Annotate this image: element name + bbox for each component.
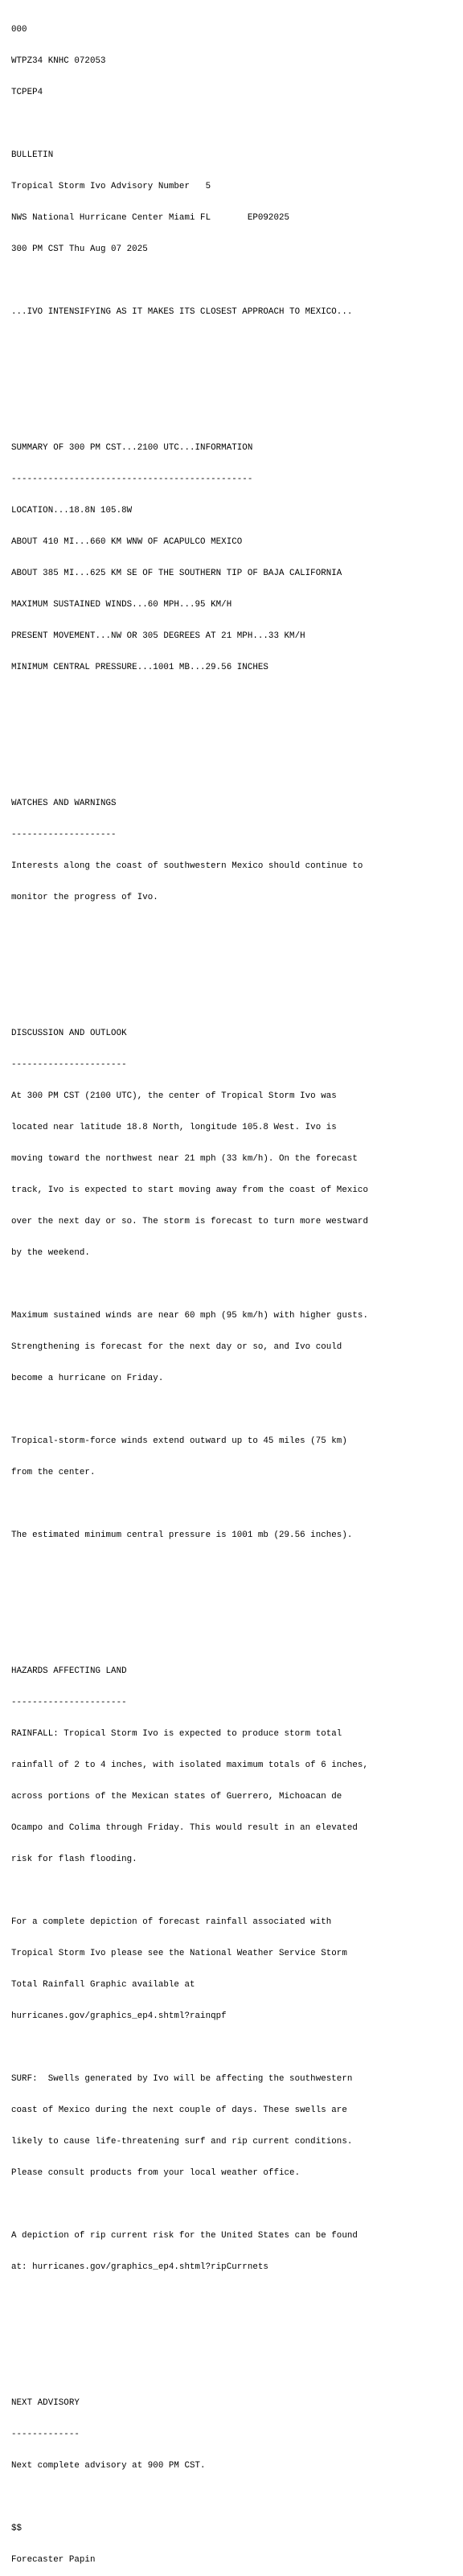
discussion-rule: ---------------------- <box>11 1060 127 1070</box>
discussion-line: moving toward the northwest near 21 mph (33 km/h). On the forecast <box>11 1154 358 1164</box>
wmo-header: WTPZ34 KNHC 072053 <box>11 56 106 66</box>
discussion-line: by the weekend. <box>11 1248 90 1258</box>
summary-line: PRESENT MOVEMENT...NW OR 305 DEGREES AT 21 MPH...33 KM/H <box>11 631 305 641</box>
summary-line: MAXIMUM SUSTAINED WINDS...60 MPH...95 KM/H <box>11 600 232 610</box>
hazards-line: Ocampo and Colima through Friday. This would result in an elevated <box>11 1823 358 1833</box>
advisory-title: Tropical Storm Ivo Advisory Number 5 <box>11 182 211 191</box>
hazards-line: A depiction of rip current risk for the United States can be found <box>11 2231 358 2241</box>
hazards-line: For a complete depiction of forecast rainfall associated with <box>11 1917 332 1927</box>
hazards-line: SURF: Swells generated by Ivo will be affecting the southwestern <box>11 2074 353 2084</box>
discussion-line: over the next day or so. The storm is forecast to turn more westward <box>11 1217 368 1226</box>
rainfall-graphic-link: hurricanes.gov/graphics_ep4.shtml?rainqpf <box>11 2011 227 2021</box>
summary-line: ABOUT 410 MI...660 KM WNW OF ACAPULCO MEXICO <box>11 537 243 547</box>
summary-line: ABOUT 385 MI...625 KM SE OF THE SOUTHERN TIP OF BAJA CALIFORNIA <box>11 569 342 578</box>
hazards-line: coast of Mexico during the next couple of days. These swells are <box>11 2106 347 2115</box>
summary-rule: ---------------------------------------------- <box>11 475 253 484</box>
hazards-line: RAINFALL: Tropical Storm Ivo is expected to produce storm total <box>11 1729 342 1739</box>
advisory-document <box>11 4 368 2576</box>
rip-current-link: at: hurricanes.gov/graphics_ep4.shtml?ripCurrnets <box>11 2262 268 2272</box>
header-code: 000 <box>11 25 27 35</box>
hazards-line: Tropical Storm Ivo please see the National Weather Service Storm <box>11 1949 347 1958</box>
forecaster-name: Forecaster Papin <box>11 2555 96 2565</box>
discussion-heading: DISCUSSION AND OUTLOOK <box>11 1029 127 1038</box>
discussion-line: The estimated minimum central pressure is 1001 mb (29.56 inches). <box>11 1530 353 1540</box>
hazards-heading: HAZARDS AFFECTING LAND <box>11 1666 127 1676</box>
hazards-line: risk for flash flooding. <box>11 1855 137 1864</box>
discussion-line: from the center. <box>11 1468 96 1477</box>
issuing-office: NWS National Hurricane Center Miami FL EP092025 <box>11 213 290 223</box>
discussion-line: At 300 PM CST (2100 UTC), the center of Tropical Storm Ivo was <box>11 1091 337 1101</box>
hazards-line: rainfall of 2 to 4 inches, with isolated maximum totals of 6 inches, <box>11 1760 368 1770</box>
hazards-line: likely to cause life-threatening surf and rip current conditions. <box>11 2137 353 2147</box>
next-advisory-heading: NEXT ADVISORY <box>11 2398 80 2408</box>
discussion-line: Tropical-storm-force winds extend outward up to 45 miles (75 km) <box>11 1436 347 1446</box>
discussion-line: track, Ivo is expected to start moving away from the coast of Mexico <box>11 1185 368 1195</box>
hazards-line: across portions of the Mexican states of Guerrero, Michoacan de <box>11 1792 342 1802</box>
headline: ...IVO INTENSIFYING AS IT MAKES ITS CLOSEST APPROACH TO MEXICO... <box>11 307 353 317</box>
discussion-line: Maximum sustained winds are near 60 mph (95 km/h) with higher gusts. <box>11 1311 368 1321</box>
watches-heading: WATCHES AND WARNINGS <box>11 799 117 808</box>
watches-line: monitor the progress of Ivo. <box>11 893 158 902</box>
discussion-line: become a hurricane on Friday. <box>11 1374 164 1383</box>
watches-line: Interests along the coast of southwestern Mexico should continue to <box>11 861 363 871</box>
bulletin-label: BULLETIN <box>11 150 54 160</box>
summary-heading: SUMMARY OF 300 PM CST...2100 UTC...INFORMATION <box>11 443 253 453</box>
issue-time: 300 PM CST Thu Aug 07 2025 <box>11 244 148 254</box>
hazards-line: Total Rainfall Graphic available at <box>11 1980 195 1990</box>
end-marker: $$ <box>11 2524 23 2533</box>
discussion-line: located near latitude 18.8 North, longitude 105.8 West. Ivo is <box>11 1123 337 1132</box>
hazards-line: Please consult products from your local weather office. <box>11 2168 301 2178</box>
summary-line: LOCATION...18.8N 105.8W <box>11 506 133 516</box>
next-advisory-line: Next complete advisory at 900 PM CST. <box>11 2461 206 2471</box>
next-advisory-rule: ------------- <box>11 2430 80 2439</box>
hazards-rule: ---------------------- <box>11 1698 127 1707</box>
discussion-line: Strengthening is forecast for the next day or so, and Ivo could <box>11 1342 342 1352</box>
watches-rule: -------------------- <box>11 830 117 840</box>
summary-line: MINIMUM CENTRAL PRESSURE...1001 MB...29.56 INCHES <box>11 663 268 672</box>
awips-id: TCPEP4 <box>11 88 43 97</box>
